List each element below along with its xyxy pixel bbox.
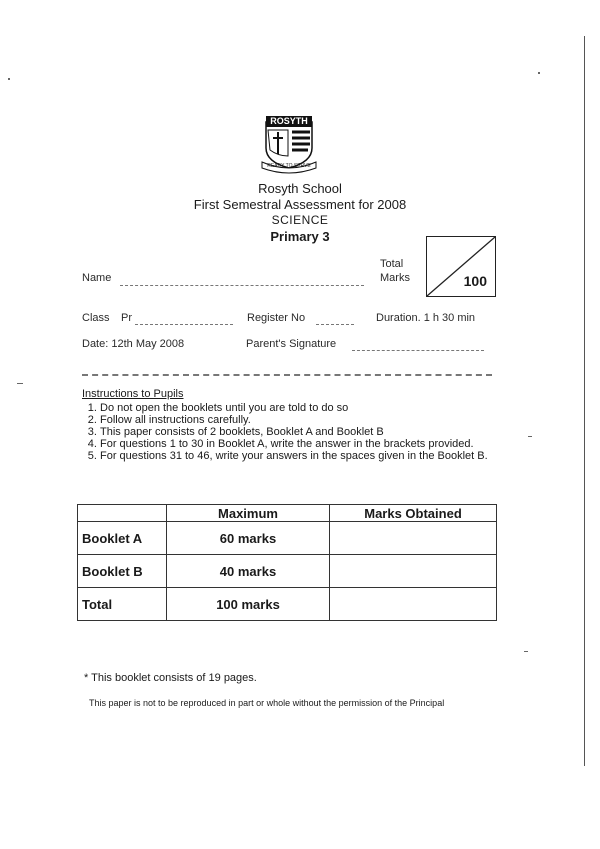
register-label: Register No bbox=[247, 312, 306, 324]
instructions-title: Instructions to Pupils bbox=[82, 388, 184, 400]
scan-speck bbox=[17, 383, 23, 384]
total-label: Total bbox=[380, 258, 404, 270]
table-header: Marks Obtained bbox=[330, 505, 497, 522]
row-label: Booklet B bbox=[78, 555, 167, 588]
row-maximum: 100 marks bbox=[167, 588, 330, 621]
scan-speck bbox=[528, 436, 532, 437]
exam-date: Date: 12th May 2008 bbox=[82, 338, 185, 350]
instructions bbox=[82, 388, 502, 462]
row-label: Booklet A bbox=[78, 522, 167, 555]
class-value: Pr bbox=[121, 312, 132, 324]
signature-label: Parent's Signature bbox=[246, 338, 337, 350]
crest-banner: ROSYTH bbox=[270, 116, 308, 126]
register-field[interactable] bbox=[316, 324, 354, 325]
instruction-item: 2. Follow all instructions carefully. bbox=[100, 414, 502, 426]
school-crest bbox=[258, 112, 320, 174]
row-obtained[interactable] bbox=[330, 588, 497, 621]
scan-edge-line bbox=[584, 36, 585, 766]
instruction-item: 4. For questions 1 to 30 in Booklet A, write the answer in the brackets provided. bbox=[100, 438, 502, 450]
assessment-title: First Semestral Assessment for 2008 bbox=[193, 197, 407, 212]
copyright-note: This paper is not to be reproduced in part or whole without the permission of the Principal bbox=[89, 698, 445, 708]
marks-table bbox=[77, 504, 497, 621]
table-header: Maximum bbox=[167, 505, 330, 522]
row-label: Total bbox=[78, 588, 167, 621]
scan-speck bbox=[8, 78, 10, 80]
total-marks-value: 100 bbox=[463, 273, 487, 289]
scan-speck bbox=[538, 72, 540, 74]
table-header bbox=[78, 505, 167, 522]
marks-label: Marks bbox=[380, 272, 410, 284]
separator-line bbox=[82, 374, 492, 376]
table-row bbox=[78, 522, 497, 555]
instruction-item: 3. This paper consists of 2 booklets, Booklet A and Booklet B bbox=[100, 426, 502, 438]
instruction-item: 1. Do not open the booklets until you are told to do so bbox=[100, 402, 502, 414]
level-title: Primary 3 bbox=[270, 229, 330, 244]
crest-motto: READY TO SERVE bbox=[267, 163, 311, 169]
scan-speck bbox=[524, 651, 528, 652]
instruction-item: 5. For questions 31 to 46, write your answers in the spaces given in the Booklet B. bbox=[100, 450, 502, 462]
instructions-list bbox=[82, 402, 502, 462]
row-maximum: 60 marks bbox=[167, 522, 330, 555]
table-row bbox=[78, 588, 497, 621]
row-obtained[interactable] bbox=[330, 555, 497, 588]
name-field[interactable] bbox=[120, 285, 364, 286]
row-maximum: 40 marks bbox=[167, 555, 330, 588]
duration-text: Duration. 1 h 30 min bbox=[376, 312, 476, 324]
school-name: Rosyth School bbox=[258, 181, 342, 196]
class-label: Class bbox=[82, 312, 110, 324]
table-header-row bbox=[78, 505, 497, 522]
page-count-note: * This booklet consists of 19 pages. bbox=[84, 672, 257, 684]
table-row bbox=[78, 555, 497, 588]
row-obtained[interactable] bbox=[330, 522, 497, 555]
name-label: Name bbox=[82, 272, 112, 284]
class-field[interactable] bbox=[135, 324, 233, 325]
subject-title: SCIENCE bbox=[271, 213, 329, 227]
total-marks-box bbox=[426, 236, 496, 297]
signature-field[interactable] bbox=[352, 350, 484, 351]
